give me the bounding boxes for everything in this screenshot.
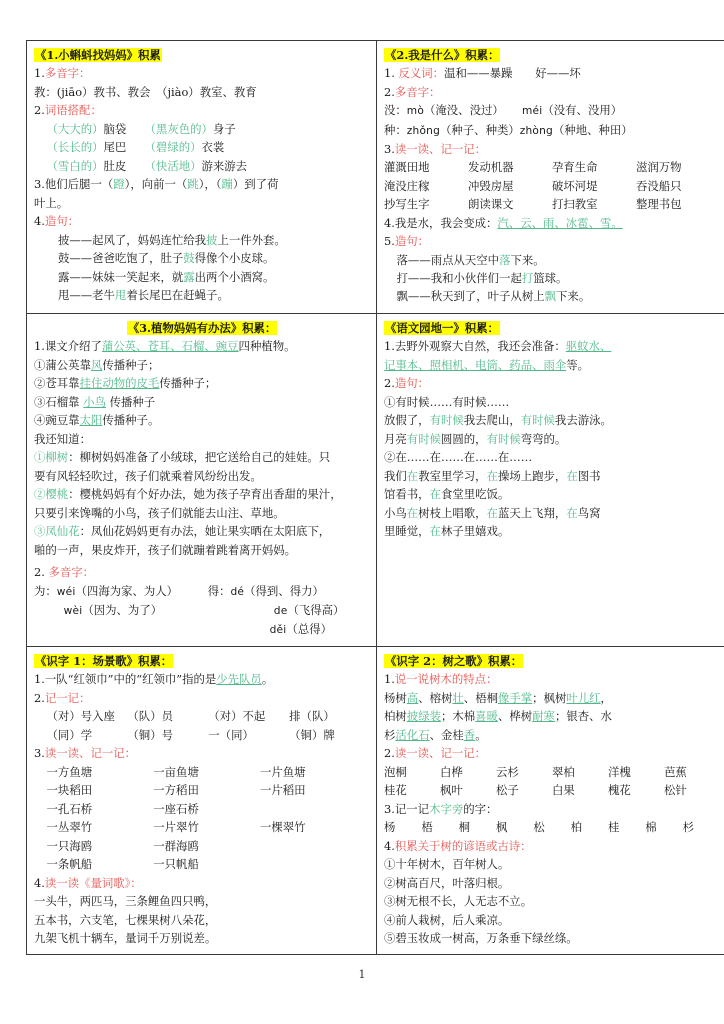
quantifier-item: 一只海鸥 [46, 838, 93, 853]
c6-t-l2-a: 柏树 [384, 709, 407, 724]
c4-p3-l2-a: 里睡觉， [384, 524, 430, 539]
word-item: （同）学 [46, 727, 93, 742]
c4-p2-l2-g1: 在 [429, 487, 441, 502]
c4-p1-l1-a: 放假了， [384, 413, 430, 428]
c1-s1-line: 教：(jiāo）教书、教会 （jiào）教室、教育 [34, 84, 257, 99]
c2-s2-l2-p2: zhòng [519, 124, 553, 137]
c1-pair1b-t: 身子 [212, 121, 236, 136]
c4-p2-l2-a: 馆看书， [384, 487, 430, 502]
c6-t-l2-u1: 披绿装 [406, 709, 441, 724]
char-item: 松 [533, 820, 545, 835]
cell-shizi-2 [377, 646, 724, 955]
c1-pair1a: （大大的） [46, 121, 104, 136]
char-item: 桂 [607, 820, 620, 835]
c3-k3-text: ：凤仙花妈妈更有办法，她让果实晒在太阳底下， [79, 524, 331, 539]
c1-pair1a-t: 脑袋 [103, 121, 127, 136]
tree-word: 洋槐 [608, 764, 631, 779]
cell-title-3: 《3.植物妈妈有办法》积累： [127, 320, 277, 335]
word-item: （铜）牌 [289, 727, 335, 742]
table-row [27, 41, 724, 314]
tree-word: 芭蕉 [664, 764, 687, 779]
c1-pair1b: （黑灰色的） [144, 121, 213, 136]
c6-t-l3-u2: 香 [463, 727, 476, 742]
c4-p3-l1-a: 小鸟 [384, 505, 407, 520]
c6-t-l2-b: ；木棉 [440, 709, 476, 724]
c4-p3-l1-g3: 在 [566, 505, 578, 520]
c4-p3-l1-b: 树枝上唱歌， [418, 505, 487, 520]
c1-pair2a: （长长的） [46, 140, 104, 155]
c3-k2-text2: 只要引来馋嘴的小鸟，孩子们就能去山注、草地。 [34, 505, 285, 520]
c1-j3-post: 出两个小酒窝。 [194, 269, 275, 284]
c2-j1-post: 下来。 [510, 252, 545, 267]
c1-s4-label: 4. [34, 214, 45, 229]
tree-word: 白果 [552, 783, 575, 798]
c2-s4-pre: 我是水，我会变成： [394, 215, 498, 230]
char-item: 棉 [645, 820, 657, 835]
tree-word: 云杉 [496, 764, 519, 779]
word-item: 吞没船只 [636, 178, 682, 193]
c1-j4-pre: 甩——老牛 [57, 288, 115, 303]
c3-k3-num: ③ [34, 524, 46, 539]
c1-j2-post: 得像个小皮球。 [194, 251, 275, 266]
cell-title-2: 《2.我是什么》积累： [385, 48, 500, 62]
c4-s2-head: 造句： [394, 376, 430, 391]
c2-s5-label: 5. [384, 234, 395, 249]
c3-i3-post: 传播种子 [109, 394, 156, 409]
c4-p3-l1-c: 蓝天上飞翔， [497, 505, 567, 520]
c2-s5-head: 造句： [394, 234, 430, 249]
c3-k2-w: 樱桃 [45, 487, 69, 502]
c5-s2-head: 记一记： [44, 690, 91, 705]
c4-p1-l1-g1: 有时候 [429, 413, 464, 428]
c6-t-l3-b: 、金桂 [429, 727, 464, 742]
word-item: （铜）号 [127, 727, 173, 742]
quantifier-item: 一只帆船 [153, 857, 199, 872]
quantifier-item [260, 837, 370, 855]
c3-k1-num: ① [34, 450, 46, 465]
c3-p1-py2: dé [230, 585, 245, 598]
c6-s2-head: 读一读、记一记： [394, 746, 487, 761]
cell-lesson-3 [27, 313, 377, 646]
c1-j2-pre: 鼓——爸爸吃饱了，肚子 [57, 251, 184, 266]
word-item: 整理书包 [636, 197, 682, 212]
c3-k1-text: ：柳树妈妈准备了小绒球，把它送给自己的娃娃。只 [68, 450, 331, 465]
tree-word: 桂花 [384, 783, 407, 798]
c5-s4-head: 读一读《量词歌》： [44, 875, 142, 890]
c3-p3-py: děi [269, 623, 287, 636]
c6-t-l3-c: 。 [475, 727, 487, 742]
cell-lesson-2 [377, 41, 724, 314]
c5-q-row [34, 781, 370, 799]
c4-p1-l2-g2: 有时候 [486, 431, 521, 446]
word-item: （队）员 [127, 709, 173, 724]
c2-s2-l2-t2: （种地、种田） [552, 122, 633, 137]
c2-s4-answer: 汽、云、雨、冰雹、雪。 [497, 215, 623, 230]
c6-t-l1-u1: 高 [406, 690, 419, 705]
c5-s2-label: 2. [34, 690, 45, 705]
c4-p1-l2-g1: 有时候 [406, 431, 441, 446]
c5-q-row [34, 763, 370, 781]
c3-k1-w: 柳树 [45, 450, 69, 465]
c2-s2-head: 多音字： [394, 84, 441, 99]
c4-s1-post: 等。 [566, 357, 590, 372]
table-row [27, 313, 724, 646]
c6-s3-pre: 记一记 [394, 801, 430, 816]
c3-i3-u: 小鸟 [83, 394, 106, 409]
c6-w-r1 [384, 763, 720, 781]
c4-p2-l2-b: 食堂里吃饭。 [440, 487, 510, 502]
c3-i1-u: 风 [90, 357, 103, 372]
c6-chars [384, 818, 720, 836]
cell-title-6: 《识字 2：树之歌》积累： [385, 653, 523, 668]
c4-s1-pre: 去野外观察大自然，我还会准备： [394, 339, 566, 354]
cell-title-1: 《1.小蝌蚪找妈妈》积累 [35, 48, 161, 62]
quantifier-item: 一丛翠竹 [46, 820, 93, 835]
c2-s4-label: 4. [384, 215, 395, 230]
c2-j2-pre: 打——我和小伙伴们一起 [396, 271, 522, 285]
c5-s1-label: 1. [34, 672, 45, 687]
c2-j3-pre: 飘——秋天到了，叶子从树上 [396, 289, 545, 304]
c6-t-l1-e: ， [600, 690, 612, 705]
c3-p1-py: wéi [56, 585, 76, 598]
c1-s3-w3: 蹦 [221, 177, 233, 192]
c6-t-l2-u2: 喜暖 [475, 709, 498, 724]
c6-t-l1-a: 杨树 [384, 690, 407, 705]
c5-m-r1 [34, 707, 370, 725]
c4-p3-l1-g2: 在 [486, 505, 498, 520]
c1-j1-post: 上一件外套。 [217, 232, 286, 247]
c3-p2-t: （因为、为了） [82, 602, 163, 617]
c3-p1-b: 得： [207, 583, 231, 598]
tree-word: 翠柏 [552, 764, 575, 779]
c1-s3-pre: 他们后腿一（ [44, 177, 114, 192]
c3-i3-pre: ③石榴靠 [34, 394, 80, 409]
accumulation-table [26, 40, 724, 955]
c6-prov-1: ①十年树木，百年树人。 [384, 857, 510, 872]
c4-s1-label: 1. [384, 339, 395, 354]
word-item: 一（同） [208, 727, 254, 742]
c5-s3-label: 3. [34, 746, 45, 761]
c4-p2-l1-g2: 在 [486, 468, 498, 483]
c5-song2: 五本书，六支笔，七棵果树八朵花， [34, 912, 217, 927]
char-item: 柏 [570, 820, 583, 835]
c6-prov-5: ⑤碧玉妆成一树高，万条垂下绿丝绦。 [384, 931, 578, 945]
word-item: 抄写生字 [384, 197, 430, 212]
page-number: 1 [358, 968, 366, 981]
char-item: 桐 [458, 820, 471, 835]
c5-s1-answer: 少先队员 [216, 672, 262, 687]
c1-s3-mid1: ），向前一（ [124, 177, 188, 192]
c1-j3-pre: 露——妹妹一笑起来，就 [57, 269, 184, 284]
c1-j3-w: 露 [183, 269, 195, 284]
c2-j1-pre: 落——雨点从天空中 [396, 252, 500, 267]
c4-p3-l2-b: 林子里嬉戏。 [440, 524, 510, 539]
tree-word: 松子 [496, 783, 519, 798]
tree-word: 松针 [664, 783, 687, 798]
c3-i4-pre: ④豌豆靠 [34, 413, 80, 428]
c1-s3-label: 3. [34, 177, 45, 192]
quantifier-item [260, 800, 370, 818]
char-item: 杉 [682, 820, 695, 835]
c1-s3-w1: 蹬 [113, 177, 125, 192]
c2-s2-l1-p1: mò [406, 105, 424, 118]
c5-s4-label: 4. [34, 875, 45, 890]
quantifier-item: 一条帆船 [46, 857, 93, 872]
c4-s2-label: 2. [384, 376, 395, 391]
c3-k1-text2: 要有风轻轻吹过，孩子们就乘着风纷纷出发。 [34, 468, 262, 483]
cell-shizi-1 [27, 646, 377, 955]
c2-s1-label: 1. [384, 66, 395, 81]
c3-s1-pre: 课文介绍了 [44, 339, 102, 354]
c6-s3-label: 3. [384, 801, 395, 816]
word-item: 排（队） [289, 709, 335, 724]
word-item: 破坏河堤 [552, 178, 598, 193]
c3-i1-post: 传播种子； [102, 357, 160, 372]
word-item: 发动机器 [468, 160, 514, 175]
c3-s2-head: 多音字： [48, 565, 95, 580]
c5-s1-pre: 一队“红领巾”中的“红领巾”指的是 [44, 672, 217, 687]
table-row [27, 646, 724, 955]
c4-p2-l1-b: 教室里学习， [418, 468, 487, 483]
word-item: （对）号入座 [46, 709, 115, 724]
quantifier-item [260, 855, 370, 873]
c1-j4-post: 着长尾巴在赶蝇子。 [126, 288, 229, 303]
c2-s3-r2 [384, 177, 720, 195]
word-item: 淹没庄稼 [384, 178, 430, 193]
c2-j1-w: 落 [499, 252, 511, 267]
c4-p2-l1-d: 图书 [577, 468, 601, 483]
char-item: 梧 [421, 820, 433, 835]
c6-s1-head: 说一说树木的特点： [394, 672, 498, 687]
c6-prov-3: ③树无根不长，人无志不立。 [384, 894, 533, 909]
c2-j2-w: 打 [521, 271, 534, 285]
c4-p2-l1-g1: 在 [406, 468, 419, 483]
c6-t-l1-d: ；枫树 [532, 690, 567, 705]
c1-s2-head: 词语搭配： [44, 103, 102, 118]
quantifier-item: 一座石桥 [153, 801, 199, 816]
c2-s3-r3 [384, 195, 720, 213]
word-item: 灌溉田地 [384, 160, 430, 175]
c2-s2-l1-p2: méi [521, 105, 543, 118]
c4-s1-u2: 记事本、照相机、电筒、药品、雨伞 [384, 357, 567, 372]
quantifier-item: 一群海鸥 [153, 838, 199, 853]
cell-title-4: 《语文园地一》积累： [385, 320, 499, 335]
c6-t-l1-u4: 叶儿红 [566, 690, 601, 705]
c5-q-row [34, 855, 370, 873]
c6-t-l1-u2: 壮 [452, 690, 464, 705]
c3-s1-label: 1. [34, 339, 45, 354]
c2-s3-head: 读一读、记一记： [394, 141, 487, 156]
c3-know: 我还知道： [34, 431, 91, 446]
tree-word: 枫叶 [440, 783, 463, 798]
c1-pair2a-t: 尾巴 [103, 140, 127, 155]
c3-p2-py2: de [273, 604, 288, 617]
c5-q-row [34, 800, 370, 818]
c5-song1: 一头牛，两匹马，三条鲤鱼四只鸭， [34, 894, 217, 909]
c2-s3-r1 [384, 158, 720, 176]
c6-t-l3-a: 杉 [384, 727, 396, 742]
c2-s2-l1-t1: （淹没、没过） [424, 103, 504, 118]
c1-pair3b: （快活地） [144, 158, 202, 173]
c4-p1-l2-b: 圆圆的， [440, 431, 487, 446]
cell-yuwen-yuandi-1 [377, 313, 724, 646]
c5-q-row [34, 818, 370, 836]
c2-s1-line: 温和——暴躁 好——坏 [444, 66, 581, 81]
c2-s2-label: 2. [384, 84, 395, 99]
c3-k3-w: 凤仙花 [45, 524, 80, 539]
c6-s2-label: 2. [384, 746, 395, 761]
c1-j4-w: 甩 [114, 288, 127, 303]
c1-s1-head: 多音字： [44, 66, 91, 81]
c6-s1-label: 1. [384, 672, 395, 687]
c3-k2-text: ：樱桃妈妈有个好办法，她为孩子孕育出香甜的果汁， [68, 487, 342, 502]
c2-s2-l2-t1: （种子、种类） [440, 122, 520, 137]
c6-t-l3-u1: 活化石 [395, 727, 430, 742]
c4-p1-l1-c: 我去游泳。 [554, 413, 612, 428]
c1-s3-mid2: ），（ [198, 177, 222, 192]
c6-s3-post: 的字： [463, 801, 498, 816]
c2-s3-label: 3. [384, 141, 395, 156]
quantifier-item: 一亩鱼塘 [153, 764, 199, 779]
c3-s1-plants: 蒲公英、苍耳、石榴、豌豆 [101, 339, 239, 354]
quantifier-item: 一方稻田 [153, 783, 199, 798]
c2-s2-l1-a: 没： [384, 103, 407, 118]
c2-j2-post: 篮球。 [533, 271, 568, 285]
c1-pair3b-t: 游来游去 [201, 158, 248, 173]
tree-word: 白桦 [440, 764, 463, 779]
quantifier-item: 一方鱼塘 [46, 764, 93, 779]
word-item: 打扫教室 [552, 197, 598, 212]
c6-prov-2: ②树高百尺，叶落归根。 [384, 875, 510, 890]
c2-s1-head: 反义词： [398, 66, 445, 81]
c4-s1-u1: 驱蚊水、 [565, 339, 612, 354]
c1-s4-head: 造句： [44, 214, 80, 229]
word-item: 冲毁房屋 [468, 178, 514, 193]
c3-i2-pre: ②苍耳靠 [34, 376, 80, 391]
c6-t-l2-u3: 耐寒 [532, 709, 555, 724]
c1-s3-w2: 跳 [187, 177, 199, 192]
c3-p1-t: （四海为家、为人） [75, 583, 179, 598]
c4-p1-l2-c: 弯弯的。 [520, 431, 567, 446]
c4-p1-l2-a: 月亮 [384, 431, 407, 446]
c6-prov-4: ④前人栽树，后人乘凉。 [384, 912, 510, 927]
c4-p2: ②在……在……在……在…… [384, 450, 533, 465]
c3-p2-py: wèi [63, 604, 83, 617]
c4-p2-l1-g3: 在 [566, 468, 578, 483]
c1-s1-label: 1. [34, 66, 45, 81]
c1-pair3a-t: 肚皮 [103, 158, 127, 173]
c3-i4-u: 太阳 [79, 413, 103, 428]
c5-m-r2 [34, 726, 370, 744]
quantifier-item: 一孔石桥 [46, 801, 93, 816]
quantifier-item: 一棵翠竹 [260, 820, 306, 835]
word-item: （对）不起 [208, 709, 266, 724]
c5-song3: 九架飞机十辆车，量词千万别说差。 [34, 931, 217, 945]
c1-pair2b: （碧绿的） [144, 140, 202, 155]
c2-s2-l2-p1: zhǒng [406, 124, 440, 137]
tree-word: 泡桐 [384, 764, 407, 779]
c3-i4-post: 传播种子。 [102, 413, 160, 428]
c6-t-l2-d: ；银杏、水 [554, 709, 612, 724]
c4-p2-l1-c: 操场上跑步， [497, 468, 567, 483]
c3-p1-t2: （得到、得力） [244, 583, 324, 598]
word-item: 孕育生命 [552, 160, 598, 175]
c4-p2-l1-a: 我们 [384, 468, 407, 483]
c3-i2-post: 传播种子； [159, 376, 217, 391]
c4-p3-l2-g1: 在 [429, 524, 441, 539]
c3-s1-post: 四种植物。 [238, 339, 296, 354]
c6-s3-radical: 木字旁 [429, 801, 464, 816]
quantifier-item: 一片稻田 [260, 783, 306, 798]
c6-s4-head: 积累关于树的谚语或古诗： [394, 838, 532, 853]
c5-s1-post: 。 [261, 672, 274, 687]
c6-t-l1-u3: 像手掌 [497, 690, 533, 705]
c1-j1-w: 披 [206, 232, 218, 247]
cell-title-5: 《识字 1：场景歌》积累： [35, 653, 173, 668]
c2-j3-post: 下来。 [556, 289, 591, 304]
c1-s3-line2: 叶上。 [34, 195, 69, 210]
c6-t-l2-c: 、桦树 [497, 709, 533, 724]
quantifier-item: 一块稻田 [46, 783, 93, 798]
c6-s4-label: 4. [384, 838, 395, 853]
c1-pair2b-t: 衣裳 [201, 140, 225, 155]
c2-j3-w: 飘 [544, 289, 557, 304]
c1-j2-w: 鼓 [183, 251, 195, 266]
c3-k2-num: ② [34, 487, 46, 502]
c3-p2-t2: （飞得高） [287, 602, 345, 617]
c2-s2-l2-a: 种： [384, 122, 407, 137]
c1-s2-label: 2. [34, 103, 45, 118]
word-item: 滋润万物 [636, 160, 682, 175]
c1-pair3a: （雪白的） [46, 158, 104, 173]
c5-q-row [34, 837, 370, 855]
c3-i1-pre: ①蒲公英靠 [34, 357, 91, 372]
c5-s3-head: 读一读、记一记： [44, 746, 137, 761]
c4-p3-l1-d: 鸟窝 [577, 505, 601, 520]
c2-s2-l1-t2: （没有、没用） [542, 103, 623, 118]
quantifier-item: 一片翠竹 [153, 820, 199, 835]
c1-j1-pre: 披——起风了，妈妈连忙给我 [57, 232, 207, 247]
c6-w-r2 [384, 781, 720, 799]
c4-p1-l1-b: 我去爬山， [463, 413, 521, 428]
tree-word: 槐花 [608, 783, 631, 798]
c3-k3-text2: 啪的一声，果皮炸开，孩子们就蹦着跳着离开妈妈。 [34, 542, 296, 557]
c3-i2-u: 挂住动物的皮毛 [79, 376, 160, 391]
c4-p1-l1-g2: 有时候 [520, 413, 555, 428]
cell-lesson-1 [27, 41, 377, 314]
c6-t-l1-b: 、榕树 [418, 690, 453, 705]
c4-p3-l1-g1: 在 [406, 505, 419, 520]
char-item: 枫 [495, 820, 508, 835]
c3-s2-label: 2. [34, 565, 45, 580]
c4-p1: ①有时候……有时候…… [384, 394, 510, 409]
c6-t-l1-c: 、梧桐 [463, 690, 498, 705]
word-item: 朗读课文 [468, 197, 514, 212]
c1-s3-post: ）到了荷 [232, 177, 279, 192]
quantifier-item: 一片鱼塘 [260, 764, 306, 779]
c3-p3-t: （总得） [286, 621, 332, 636]
char-item: 杨 [384, 820, 396, 835]
c3-p1-a: 为： [34, 583, 57, 598]
